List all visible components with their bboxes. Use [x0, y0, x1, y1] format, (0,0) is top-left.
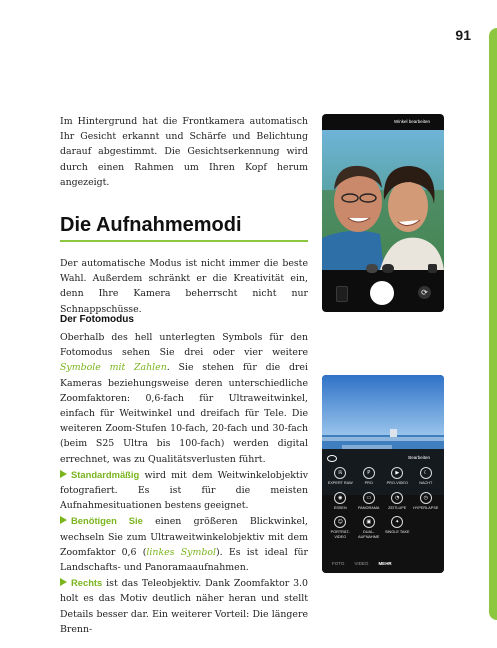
mode-icon: ▣ [363, 516, 375, 528]
mode-label: HYPERLAPSE [413, 505, 439, 510]
chapter-edge-tab [489, 28, 497, 620]
single-face-icon[interactable] [382, 264, 394, 273]
bullet2-text-a: einen größeren Blickwinkel, wechseln Sie zum Ultraweitwinkelobjektiv mit dem Zoomfaktor 0,6 ( [60, 516, 308, 558]
grid-icon[interactable] [428, 264, 437, 273]
intro-paragraph: Im Hintergrund hat die Frontkamera automatisch Ihr Gesicht erkannt und Schärfe und Belichtung darauf abgestimmt. Die Gesichtserkennung wird durch einen Rahmen um Ihren Kopf herum angezeigt. [60, 116, 308, 188]
mode-menu-screenshot [322, 375, 444, 573]
mode-label: ZEITLUPE [388, 505, 407, 510]
mode-icon: ◷ [420, 492, 432, 504]
para1-text-a: Oberhalb des hell unterlegten Symbols für den Fotomodus sehen Sie drei oder vier weitere [60, 332, 308, 359]
mode-label: ESSEN [333, 505, 347, 510]
modes-intro-paragraph: Der automatische Modus ist nicht immer die beste Wahl. Außerdem schränkt er die Kreativität ein, denn Ihre Kamera beherrscht nicht nur Schnappschüsse. [60, 258, 308, 315]
edit-button[interactable]: Bearbeiten [408, 455, 430, 460]
mode-icon: ◔ [391, 492, 403, 504]
fotomodus-text [60, 330, 308, 637]
mode-item[interactable] [383, 492, 412, 511]
eye-icon[interactable] [327, 455, 337, 462]
para1-text-b: . Sie stehen für die drei Kameras beziehungsweise deren unterschiedliche Zoomfaktoren: 0,6-fach für Ultraweitwinkel, einfach für Weitwinkel und dreifach für Tele. Die weiteren Zoom-Stufen 10-fach, 20-fach und 30-fach (beim S25 Ultra bis 100-fach) werden digital errechnet, was zu Qualitätsverlusten führt. [60, 362, 308, 465]
heading-underline [60, 240, 308, 242]
mode-icon: ▶ [391, 467, 403, 479]
bullet2-text-b: ). Es ist ideal für Landschafts- und Panoramaaufnahmen. [60, 546, 309, 574]
mode-item[interactable] [412, 492, 441, 511]
bullet3-key: Rechts [71, 577, 103, 589]
mode-grid [326, 467, 440, 539]
mode-tabs [332, 561, 392, 566]
selfie-photo [322, 130, 444, 270]
mode-label: DUAL-AUFNAHME [358, 530, 380, 539]
mode-icon: ℝ [334, 467, 346, 479]
mode-icon: ☾ [420, 467, 432, 479]
mode-icon: ☺ [334, 516, 346, 528]
tab-video[interactable]: VIDEO [354, 561, 369, 566]
bullet1-key: Standardmäßig [71, 468, 140, 480]
bullet2-key: Benötigen Sie [71, 515, 143, 527]
bullet-item [60, 575, 308, 637]
bullet-triangle-icon [60, 578, 67, 586]
mode-label: PRO [364, 481, 373, 485]
bullet3-text: ist das Teleobjektiv. Dank Zoomfaktor 3.0 holt es das Motiv deutlich näher heran und stellt Details besser dar. Ein weiterer Vorteil: Die längere Brenn- [60, 578, 308, 635]
bullet-triangle-icon [60, 516, 67, 524]
shutter-button[interactable] [370, 281, 394, 305]
mode-item[interactable] [326, 492, 355, 511]
mode-item[interactable] [355, 492, 384, 511]
mode-item[interactable] [412, 467, 441, 486]
selfie-camera-screenshot [322, 114, 444, 312]
mode-icon: ✦ [391, 516, 403, 528]
mode-icon: P [363, 467, 375, 479]
mode-item[interactable] [383, 516, 412, 539]
mode-label: PRO-VIDEO [386, 481, 408, 485]
para1-highlight: Symbole mit Zahlen [60, 362, 167, 374]
mode-item[interactable] [355, 467, 384, 486]
tab-mehr[interactable]: MEHR [378, 561, 392, 566]
subheading: Der Fotomodus [60, 314, 134, 325]
mode-label: PANORAMA [358, 505, 380, 510]
tab-foto[interactable]: FOTO [332, 561, 345, 566]
bullet-item [60, 513, 308, 575]
mode-label: PORTRÄT-VIDEO [330, 530, 350, 539]
mode-label: SINGLE TAKE [384, 530, 410, 534]
mode-item[interactable] [326, 516, 355, 539]
edit-angle-label: Winkel bearbeiten [393, 119, 430, 124]
bullet1-text: wird mit dem Weitwinkelobjektiv fotografiert. Es ist für die meisten Aufnahmesituationen bestens geeignet. [60, 469, 308, 512]
bullet2-highlight: linkes Symbol [146, 546, 216, 558]
switch-camera-icon[interactable]: ⟳ [418, 286, 431, 299]
bullet-item [60, 467, 308, 514]
page-number: 91 [455, 27, 471, 43]
mode-label: EXPERT RAW [327, 481, 353, 485]
mode-icon: ◉ [334, 492, 346, 504]
mode-item[interactable] [383, 467, 412, 486]
mode-icon: ▭ [363, 492, 375, 504]
mode-item[interactable] [326, 467, 355, 486]
gallery-thumbnail[interactable] [336, 286, 348, 302]
section-heading: Die Aufnahmemodi [60, 214, 242, 236]
mode-label: NACHT [419, 481, 433, 485]
people-icon[interactable] [366, 264, 378, 273]
bullet-triangle-icon [60, 470, 67, 478]
mode-item[interactable] [355, 516, 384, 539]
